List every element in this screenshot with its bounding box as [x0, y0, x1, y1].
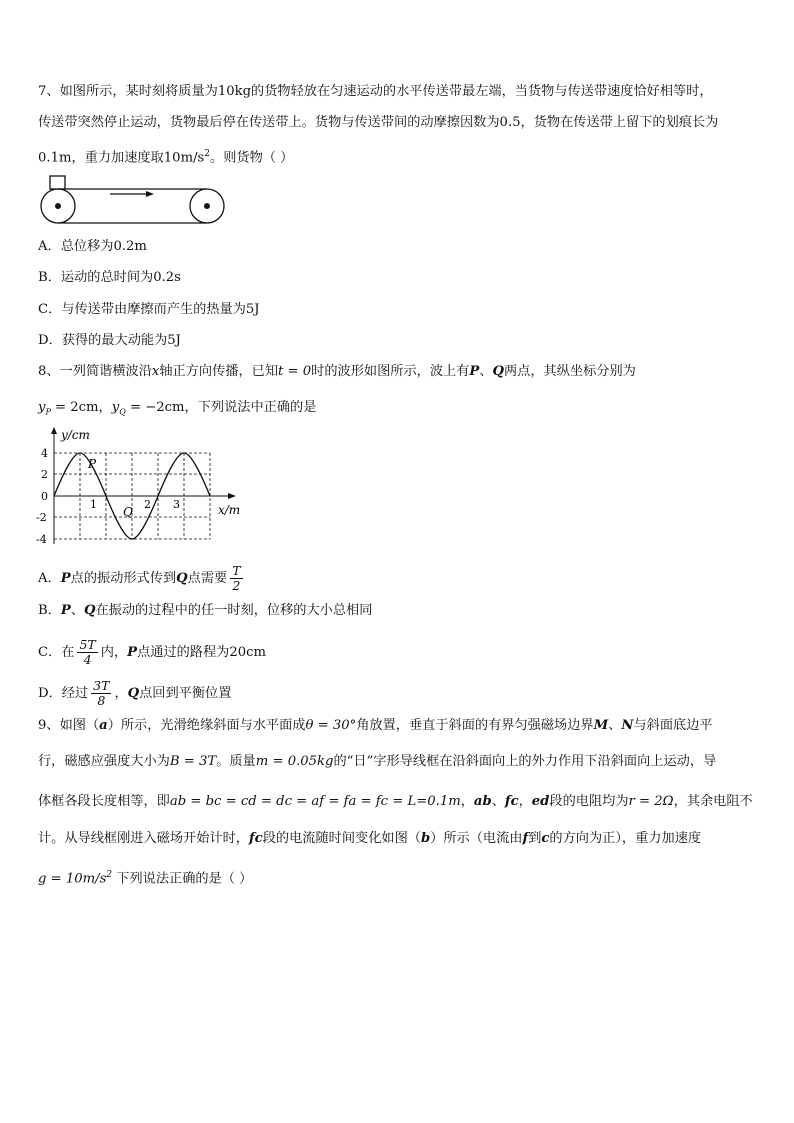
q8-option-a: A．P点的振动形式传到Q点需要 $\frac{T}{2}$ [38, 563, 241, 593]
y-axis-label: y/cm [61, 428, 90, 442]
q7-stem-line-2: 传送带突然停止运动，货物最后停在传送带上。货物与传送带间的动摩擦因数为0.5，货物在传送带上留下的划痕长为 [38, 115, 719, 130]
q8-stem-line-2: $y_P = 2cm$，$y_Q = -2cm$，下列说法中正确的是 [38, 400, 317, 417]
fraction-5t-over-4: $\frac{5T}{4}$ [79, 637, 96, 667]
q9-stem-line-2: 行，磁感应强度大小为B = 3T。质量m = 0.05kg的“日”字形导线框在沿斜面向上的外力作用下沿斜面向上运动，导 [38, 754, 717, 769]
q7-option-b: B．运动的总时间为0.2s [38, 270, 181, 285]
conveyor-belt-figure [38, 172, 228, 226]
fraction-3t-over-8: $\frac{3T}{8}$ [93, 678, 110, 708]
y-tick-neg4: -4 [36, 533, 47, 546]
q7-option-a: A．总位移为0.2m [38, 239, 147, 254]
y-tick-0: 0 [41, 490, 48, 503]
q8-option-d: D．经过 $\frac{3T}{8}$ ，Q点回到平衡位置 [38, 678, 232, 708]
q9-stem-line-5: $g = 10m/s^2$ 下列说法正确的是（ ） [38, 870, 253, 887]
x-tick-1: 1 [90, 498, 97, 511]
y-tick-neg2: -2 [36, 511, 47, 524]
fraction-t-over-2: $\frac{T}{2}$ [232, 563, 241, 593]
x-axis-label: x/m [218, 503, 241, 517]
q7-stem-line-3: 0.1m，重力加速度取$10m/s^2$。则货物（ ） [38, 149, 294, 166]
q7-stem-line-1: 7、如图所示，某时刻将质量为10kg的货物轻放在匀速运动的水平传送带最左端，当货物与传送带速度恰好相等时， [38, 84, 713, 99]
wave-graph [30, 424, 245, 552]
point-p-label: P [88, 457, 97, 471]
point-q-label: Q [123, 505, 133, 519]
q7-option-c: C．与传送带由摩擦而产生的热量为5J [38, 302, 260, 317]
q9-stem-line-3: 体框各段长度相等，即ab = bc = cd = dc = af = fa = fc = L=0.1m，ab、fc，ed段的电阻均为r = 2Ω，其余电阻不 [38, 794, 753, 809]
y-tick-2: 2 [41, 468, 48, 481]
q8-stem-line-1: 8、一列简谐横波沿x轴正方向传播，已知t = 0时的波形如图所示，波上有P、Q两点，其纵坐标分别为 [38, 364, 636, 379]
q9-stem-line-1: 9、如图（a）所示，光滑绝缘斜面与水平面成θ = 30°角放置，垂直于斜面的有界匀强磁场边界M、N与斜面底边平 [38, 718, 713, 733]
x-tick-2: 2 [144, 498, 151, 511]
x-tick-3: 3 [173, 498, 180, 511]
q7-option-d: D．获得的最大动能为5J [38, 333, 181, 348]
q8-option-b: B．P、Q在振动的过程中的任一时刻，位移的大小总相同 [38, 603, 373, 618]
q9-stem-line-4: 计。从导线框刚进入磁场开始计时，fc段的电流随时间变化如图（b）所示（电流由f到c的方向为正），重力加速度 [38, 831, 702, 846]
y-tick-4: 4 [41, 447, 48, 460]
cargo-box [50, 176, 65, 189]
q8-option-c: C．在 $\frac{5T}{4}$ 内，P点通过的路程为20cm [38, 637, 267, 667]
